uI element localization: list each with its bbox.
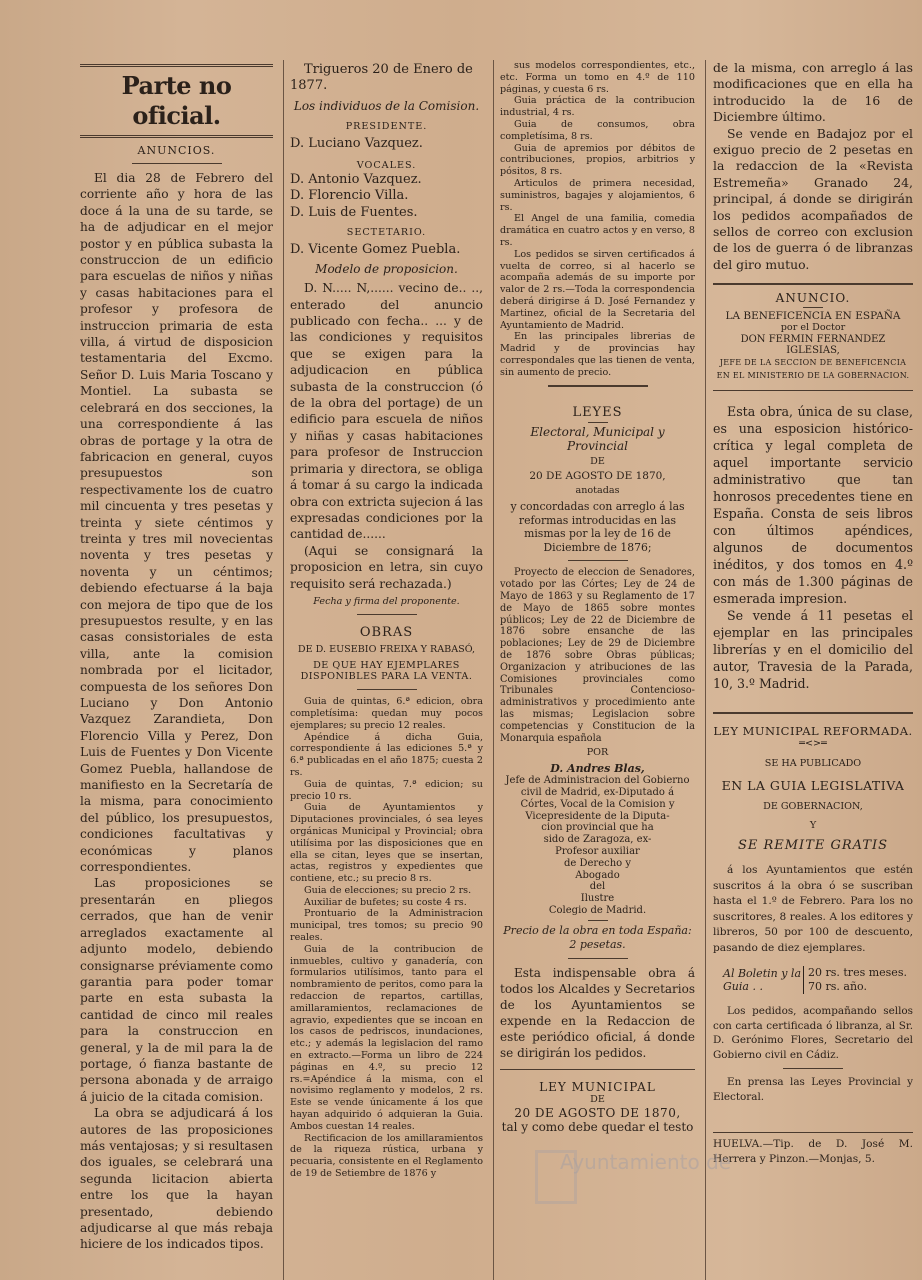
divider <box>357 689 417 690</box>
presidente-label: PRESIDENTE. <box>345 120 428 132</box>
vocal-name: D. Luis de Fuentes. <box>290 204 418 220</box>
column-rule <box>493 60 494 1280</box>
column-rule <box>283 60 284 1280</box>
precio-line: Precio de la obra en toda España: 2 pesetas. <box>503 923 692 951</box>
author-desc: Vicepresidente de la Diputa- <box>525 810 670 822</box>
author-desc: Abogado <box>575 869 620 881</box>
divider <box>568 560 628 561</box>
anuncio-paragraph: La obra se adjudicará á los autores de las proposiciones más ventajosas; y si resultasen dos iguales, se celebrará una segunda licitacion abierta entre los que la hayan presentado, debiendo adjudicarse al que más rebaja hiciere de los indicados tipos. <box>80 1106 273 1252</box>
price-three-months: 20 rs. tres meses. <box>808 966 907 980</box>
divider <box>357 614 417 615</box>
watermark-text: Ayuntamiento de <box>560 1150 732 1174</box>
beneficencia-title: LA BENEFICENCIA EN ESPAÑA <box>725 310 901 323</box>
author-desc: Profesor auxiliar <box>555 846 640 858</box>
boletin-label: Al Boletin y la Guia . . <box>723 967 801 994</box>
column-rule <box>705 60 706 1280</box>
indispensable-text: Esta indispensable obra á todos los Alcaldes y Secretarios de los Ayuntamientos se expende en la Redaccion de este periódico oficial, á donde se dirigirán los pedidos. <box>500 965 695 1060</box>
ley-continuation: de la misma, con arreglo á las modificaciones que en ella ha introducido la de 16 de Diciembre último. <box>713 60 913 125</box>
divider <box>803 307 823 308</box>
obra-item: Auxiliar de bufetes; su coste 4 rs. <box>304 896 467 908</box>
anuncio-title: ANUNCIO. <box>775 291 851 306</box>
obras-author: DE D. EUSEBIO FREIXA Y RABASÓ, <box>297 643 476 655</box>
divider <box>568 958 628 959</box>
obras-subtitle: DE QUE HAY EJEMPLARES DISPONIBLES PARA LA VENTA. <box>300 659 473 683</box>
fecha-firma: Fecha y firma del proponente. <box>313 595 460 607</box>
divider <box>588 422 608 423</box>
divider <box>713 283 913 285</box>
anuncio-paragraph: El dia 28 de Febrero del corriente año y hora de las doce á la una de su tarde, se ha de adjudicar en el mejor postor y en pública subasta la construccion de un edificio para escuelas de niños y niñas y casas habitaciones para el profesor y profesora de instruccion primaria de esta villa, á virtud de disposicion testamentaria del Excmo. Señor D. Luis Maria Toscano y Montiel. La subasta se celebrará en dos secciones, la una correspondiente á las obras de portage y la otra de fabricacion en general, cuyos presupuestos son respectivamente los de cuatro mil cincuenta y tres pesetas y treinta y siete céntimos y treinta y tres mil novecientas noventa y tres pesetas y noventa y un céntimos; debiendo efectuarse á la baja con mejora de tipo que de los presupuestos resulte, y en las casas consistoriales de esta villa, ante la comision nombrada por el licitador, compuesta de los señores Don Luciano y Don Antonio Vazquez Zarandieta, Don Florencio Villa y Perez, Don Luis de Fuentes y Don Vicente Gomez Puebla, hallandose de manifiesto en la Secretaría de la misma, para conocimiento del público, los presupuestos, condiciones facultativas y económicas y planos correspondientes. <box>80 171 273 875</box>
presidente-name: D. Luciano Vazquez. <box>290 135 423 151</box>
prensa-text: En prensa las Leyes Provincial y Electoral. <box>713 1076 913 1103</box>
obra-item: Guia de apremios por débitos de contribuciones, propios, arbitrios y pósitos, 8 rs. <box>500 142 695 178</box>
column-2 <box>290 62 483 1180</box>
obra-item: Prontuario de la Administracion municipal, tres tomos; su precio 90 reales. <box>290 908 483 944</box>
obra-item: Guia de elecciones; su precio 2 rs. <box>304 884 472 896</box>
modelo-title: Modelo de proposicion. <box>315 262 458 277</box>
author-desc: Colegio de Madrid. <box>548 905 647 916</box>
obra-item: Guia de consumos, obra completísima, 8 rs. <box>500 118 695 142</box>
imprenta: HUELVA.—Tip. de D. José M. Herrera y Pinzon.—Monjas, 5. <box>713 1138 913 1166</box>
divider <box>500 1069 695 1070</box>
modelo-note: (Aqui se consignará la proposicion en letra, sin cuyo requisito será rechazada.) <box>290 543 483 591</box>
ornament: ═<>═ <box>799 738 827 750</box>
vocales-label: VOCALES. <box>356 160 417 172</box>
por-label: POR <box>586 747 609 759</box>
vocal-name: D. Antonio Vazquez. <box>290 171 422 187</box>
librerias-note: En las principales librerias de Madrid y de provincias hay correspondales que las tienen de venta, sin aumento de precio. <box>500 331 695 378</box>
ley-municipal-tail: tal y como debe quedar el testo <box>501 1119 694 1134</box>
leyes-anotadas: anotadas <box>575 485 620 497</box>
price-table <box>723 966 913 994</box>
beneficencia-sale: Se vende á 11 pesetas el ejemplar en las principales librerías y en el domicilio del autor, Travesia de la Parada, 10, 3.º Madrid. <box>713 608 913 692</box>
beneficencia-por: por el Doctor <box>780 322 846 334</box>
divider <box>783 1068 843 1069</box>
vocal-name: D. Florencio Villa. <box>290 188 409 204</box>
venta-text: Se vende en Badajoz por el exiguo precio de 2 pesetas en la redaccion de la «Revista Estremeña» Granado 24, principal, á donde se dirigirán los pedidos acompañados de sellos de correo con exclusion de los de guerra ó de libranzas del giro mutuo. <box>713 125 913 272</box>
pedidos-text: Los pedidos, acompañando sellos con carta certificada ó libranza, al Sr. D. Gerónimo Flores, Secretario del Gobierno civil en Cádiz. <box>713 1005 913 1061</box>
obra-item: Rectificacion de los amillaramientos de la riqueza rústica, urbana y pecuaria, consistente en el Reglamento de 19 de Setiembre de 1876 y <box>290 1132 483 1180</box>
obra-item: Guia de quintas, 7.ª edicion; su precio 10 rs. <box>290 778 483 802</box>
title-rule <box>80 64 273 67</box>
author-desc: sido de Zaragoza, ex- <box>543 834 652 846</box>
obra-item: Guia de la contribucion de inmuebles, cultivo y ganadería, con formularios utilísimos, tanto para el nombramiento de peritos, como para la redaccion de repartos, cartillas, amillaramientos, reclamaciones de agravio, expedientes que se incoan en los casos de pedriscos, inundaciones, etc.; y además la legislacion del ramo en extracto.—Forma un libro de 224 páginas en 4.º, su precio 12 rs.=Apéndice á la misma, con el novisimo reglamento y modelos, 2 rs. Este se vende únicamente á los que hayan adquirido ó adquieran la Guia. Ambos cuestan 14 reales. <box>290 943 483 1132</box>
signers-title: Los individuos de la Comision. <box>293 98 480 113</box>
remite-text: á los Ayuntamientos que estén suscritos á la obra ó se suscriban hasta el 1.º de Febrero. Para los no suscritores, 8 reales. A los editores y libreros, 50 por 100 de descuento, pasando de diez ejemplares. <box>713 864 913 954</box>
obras-title: OBRAS <box>359 624 414 640</box>
obra-item: Articulos de primera necesidad, suministros, bagajes y alojamientos, 6 rs. <box>500 177 695 213</box>
beneficencia-role: JEFE DE LA SECCION DE BENEFICENCIA EN EL MINISTERIO DE LA GOBERNACION. <box>716 358 910 381</box>
gobernacion-label: DE GOBERNACION, <box>763 800 863 812</box>
obra-item: sus modelos correspondientes, etc., etc. Forma un tomo en 4.º de 110 páginas, y cuesta 6 rs. <box>500 60 695 95</box>
y-label: Y <box>809 820 817 832</box>
author-desc: Córtes, Vocal de la Comision y <box>520 798 675 810</box>
author-desc: de Derecho y <box>563 857 632 869</box>
publicado-label: SE HA PUBLICADO <box>764 757 862 769</box>
boletin-prices <box>803 966 907 994</box>
obra-item: El Angel de una familia, comedia dramática en cuatro actos y en verso, 8 rs. <box>500 213 695 248</box>
secretario-label: SECTETARIO. <box>346 227 427 239</box>
beneficencia-description: Esta obra, única de su clase, es una esposicion histórico-crítica y legal completa de aquel importante servicio administrativo que tan honrosos precedentes tiene en España. Consta de seis libros con últimos apéndices, algunos de documentos inéditos, y dos tomos en 4.º con más de 1.300 páginas de esmerada impresion. <box>713 404 913 607</box>
ley-municipal-title: LEY MUNICIPAL <box>539 1079 656 1094</box>
secretario-name: D. Vicente Gomez Puebla. <box>290 241 461 257</box>
author-desc: civil de Madrid, ex-Diputado á <box>520 787 675 799</box>
column-4 <box>713 60 913 1167</box>
author-name: D. Andres Blas, <box>550 762 645 776</box>
beneficencia-author: DON FERMIN FERNANDEZ IGLESIAS, <box>740 334 886 357</box>
anuncio-paragraph: Las proposiciones se presentarán en pliegos cerrados, que han de venir arreglados exactamente al adjunto modelo, debiendo consignarse préviamente como garantia para poder tomar parte en esta subasta la cantidad de cinco mil reales para la construccion en general, y la de mil para la de portage, ó fianza bastante de persona abonada y de arraigo á juicio de la citada comision. <box>80 876 273 1104</box>
title-rule <box>80 135 273 138</box>
author-desc: del <box>589 881 606 893</box>
remite-gratis: SE REMITE GRATIS <box>737 838 889 854</box>
ley-municipal-de: DE <box>590 1093 605 1105</box>
leyes-concordadas: y concordadas con arreglo á las reformas introducidas en las mismas por la ley de 16 de Diciembre de 1876; <box>510 500 685 554</box>
obra-item: Guia práctica de la contribucion industrial, 4 rs. <box>500 95 695 119</box>
guia-legislativa: EN LA GUIA LEGISLATIVA <box>721 777 905 793</box>
price-year: 70 rs. año. <box>808 980 867 994</box>
anuncios-heading: ANUNCIOS. <box>137 144 216 157</box>
leyes-date: 20 DE AGOSTO DE 1870, <box>529 470 666 483</box>
author-desc: cion provincial que ha <box>541 822 654 834</box>
column-3 <box>500 60 695 1134</box>
ley-municipal-date: 20 DE AGOSTO DE 1870, <box>514 1105 681 1120</box>
column-1 <box>80 60 273 1253</box>
date-line: Trigueros 20 de Enero de 1877. <box>290 62 473 94</box>
divider <box>132 163 222 164</box>
obra-item: Apéndice á dicha Guia, correspondiente á las ediciones 5.ª y 6.ª publicadas en el año 1875; cuesta 2 rs. <box>290 731 483 778</box>
leyes-de: DE <box>590 455 605 467</box>
obra-item: Guia de quintas, 6.ª edicion, obra completísima: quedan muy pocos ejemplares; su precio 12 reales. <box>290 696 483 731</box>
obra-item: Guia de Ayuntamientos y Diputaciones provinciales, ó sea leyes orgánicas Municipal y Provincial; obra utilísima por las disposiciones que en ella se citan, leyes que se insertan, actas, registros y expedientes que contiene, etc.; su precio 8 rs. <box>290 802 483 885</box>
pedidos-note: Los pedidos se sirven certificados á vuelta de correo, si al hacerlo se acompaña además de su importe por valor de 2 rs.—Toda la correspondencia deberá dirigirse á D. José Fernandez y Martinez, oficial de la Secretaria del Ayuntamiento de Madrid. <box>500 248 695 331</box>
section-title: Parte no oficial. <box>121 71 232 130</box>
author-desc: Jefe de Administracion del Gobierno <box>505 775 690 787</box>
divider <box>713 390 913 391</box>
leyes-subtitle: Electoral, Municipal y Provincial <box>530 424 665 453</box>
divider <box>588 920 608 921</box>
leyes-title: LEYES <box>572 404 623 420</box>
modelo-text: D. N..... N,...... vecino de.. .., enterado del anuncio publicado con fecha.. ... y de las condiciones y requisitos que se exigen para la adjudicacion en pública subasta de la construccion (ó de la obra del portage) de un edificio para escuela de niños y niñas y casas habitaciones para profesor de Instruccion primaria y directora, se obliga á tomar á su cargo la indicada obra con extricta sujecion á las expresadas condiciones por la cantidad de...... <box>290 281 483 542</box>
ley-reformada-title: LEY MUNICIPAL REFORMADA. <box>713 724 913 739</box>
divider <box>713 712 913 714</box>
divider <box>548 385 648 387</box>
author-desc: Ilustre <box>580 893 615 905</box>
divider <box>713 1132 913 1133</box>
leyes-body: Proyecto de eleccion de Senadores, votado por las Córtes; Ley de 24 de Mayo de 1863 y su Reglamento de 17 de Mayo de 1865 sobre montes públicos; Ley de 22 de Diciembre de 1876 sobre ensanche de las poblaciones; Ley de 29 de Diciembre de 1876 sobre Obras públicas; Organizacion y atribuciones de las Comisiones provinciales como Tribunales Contencioso-administrativos y procedimiento ante las mismas; Legislacion sobre competencias y Constitucion de la Monarquia española <box>500 567 695 744</box>
